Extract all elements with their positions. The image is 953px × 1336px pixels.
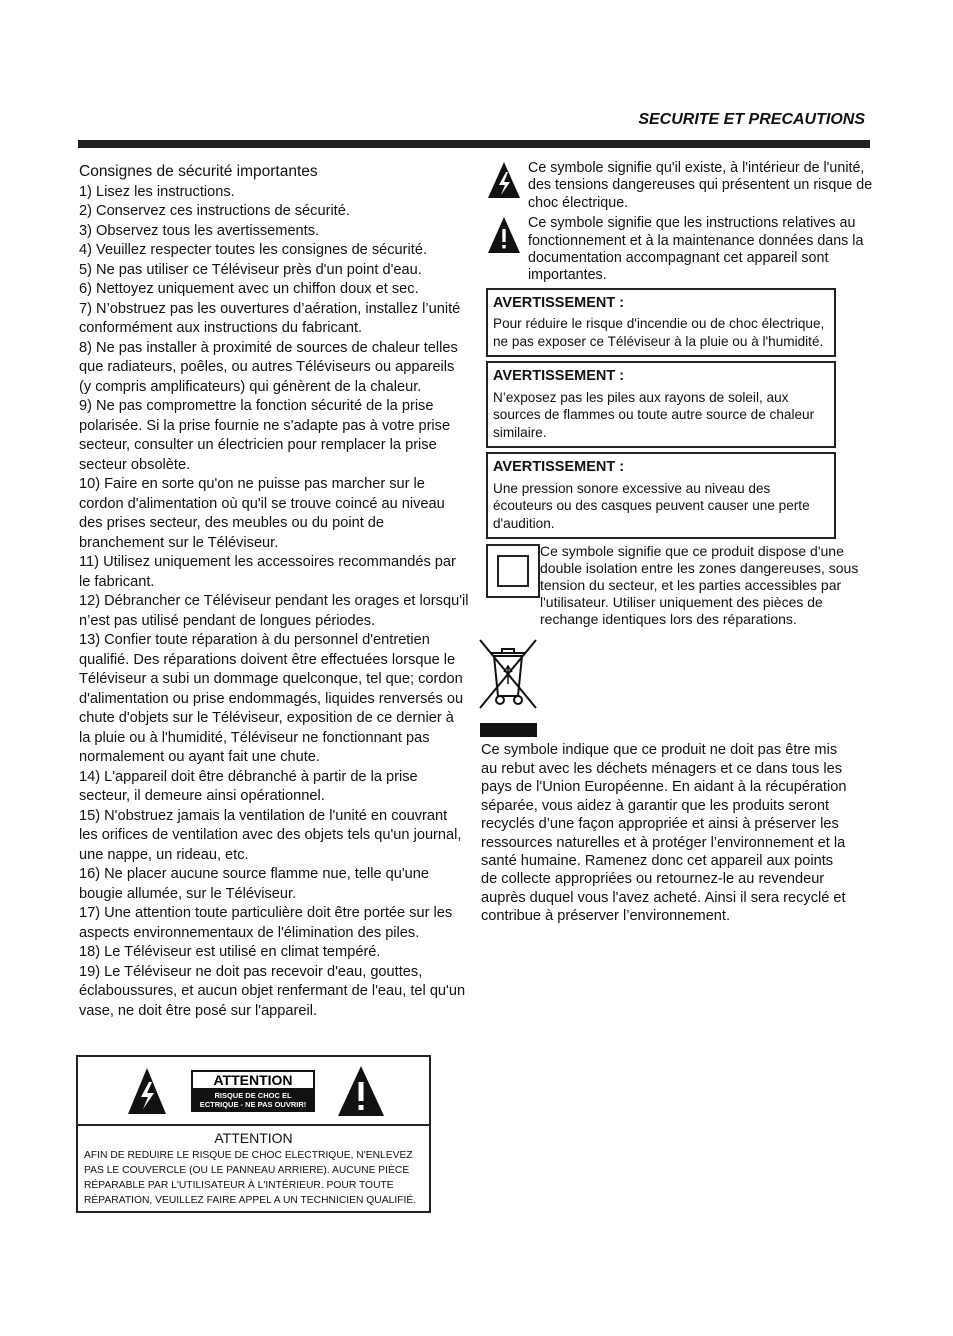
instruction-item: 13) Confier toute réparation à du personnel d'entretien qualifié. Des réparations doivent être effectuées lorsque le Téléviseur a subi un dommage quelconque, tel que; cordon d'alimentation ou prise endommagés, liquides renversés ou chute d'objets sur le Téléviseur, exposition de ce dernier à la pluie ou à l'humidité, Téléviseur ne fonctionnant pas normalement ou ayant fait une chute. [79,632,464,765]
instruction-item: 4) Veuillez respecter toutes les consignes de sécurité. [79,242,428,258]
warning-text: N’exposez pas les piles aux rayons de soleil, aux sources de flammes ou toute autre source de chaleur similaire. [493,389,815,440]
double-insulation-text: Ce symbole signifie que ce produit dispose d'une double isolation entre les zones dangereuses, sous tension du secteur, et les parties accessibles par l'utilisateur. Utiliser uniquement des pièces de rechange identiques lors des réparations. [540,543,859,628]
safety-heading: Consignes de sécurité importantes [79,163,318,180]
lightning-symbol-text: Ce symbole signifie qu'il existe, à l'intérieur de l'unité, des tensions dangereuses qui présentent un risque de choc électrique. [528,160,873,211]
warning-title: AVERTISSEMENT : [493,294,625,311]
instruction-item: 6) Nettoyez uniquement avec un chiffon doux et sec. [79,281,419,297]
warning-title: AVERTISSEMENT : [493,368,625,385]
double-insulation-row [486,543,876,628]
instruction-item: 15) N'obstruez jamais la ventilation de l'unité en couvrant les orifices de ventilation avec des objets tels qu'un journal, une nappe, un rideau, etc. [79,807,462,863]
instruction-item: 16) Ne placer aucune source flamme nue, telle qu'une bougie allumée, sur le Téléviseur. [79,866,430,902]
warning-box [486,361,836,448]
instruction-item: 7) N’obstruez pas les ouvertures d’aération, installez l’unité conformément aux instructions du fabricant. [79,300,461,336]
warning-title: AVERTISSEMENT : [493,459,625,476]
warning-box [486,288,836,357]
weee-bar [480,723,537,737]
warning-box [486,452,836,539]
instruction-item: 1) Lisez les instructions. [79,183,235,200]
warning-text: Pour réduire le risque d'incendie ou de choc électrique, ne pas exposer ce Téléviseur à la pluie ou à l'humidité. [493,316,825,349]
instruction-item: 10) Faire en sorte qu'on ne puisse pas marcher sur le cordon d'alimentation où qu'il se trouve coincé au niveau des prises secteur, des meubles ou du point de branchement sur le Téléviseur. [79,476,445,551]
weee-text: Ce symbole indique que ce produit ne doit pas être mis au rebut avec les déchets ménagers et ce dans tous les pays de l'Union Européenne. En aidant à la récupération séparée, vous aidez à garantir que les produits seront recyclés d’une façon appropriée et ainsi à préserver les ressources naturelles et à protéger l’environnement et la santé humaine. Ramenez donc cet appareil aux points de collecte appropriées ou retournez-le au revendeur auprès duquel vous l'avez acheté. Ainsi il sera recyclé et contribue à préserver l’environnement. [481,742,847,925]
attention-label-title: ATTENTION [193,1072,313,1088]
lightning-triangle-icon [126,1066,168,1116]
double-insulation-icon [486,544,540,598]
instruction-item: 11) Utilisez uniquement les accessoires recommandés par le fabricant. [79,554,456,590]
crossed-bin-icon [478,638,538,710]
attention-symbols [78,1057,429,1126]
lightning-triangle-icon [486,160,522,200]
instruction-item: 18) Le Téléviseur est utilisé en climat tempéré. [79,944,381,960]
instruction-item: 17) Une attention toute particulière doit être portée sur les aspects environnementaux de l'élimination des piles. [79,905,453,941]
safety-instructions [79,162,469,1021]
attention-label [191,1070,315,1112]
instruction-item: 8) Ne pas installer à proximité de sources de chaleur telles que radiateurs, poêles, ou autres Téléviseurs ou appareils (y compris amplificateurs) qui génèrent de la chaleur. [79,339,458,395]
instruction-item: 3) Observez tous les avertissements. [79,222,320,239]
warning-text: Une pression sonore excessive au niveau des écouteurs ou des casques peuvent causer une perte d'audition. [493,480,810,531]
instruction-item: 5) Ne pas utiliser ce Téléviseur près d'un point d'eau. [79,261,422,278]
attention-heading: ATTENTION [214,1130,293,1146]
symbols-column [481,160,876,926]
exclamation-triangle-icon [486,215,522,255]
instruction-item: 19) Le Téléviseur ne doit pas recevoir d'eau, gouttes, éclaboussures, et aucun objet renfermant de l'eau, tel qu'un vase, ne doit être posé sur l'appareil. [79,963,466,1019]
attention-label-line1: RISQUE DE CHOC EL [214,1091,292,1100]
exclamation-symbol-row [486,215,876,285]
weee-section [478,638,876,925]
page-title: SECURITE ET PRECAUTIONS [638,111,865,128]
instruction-item: 2) Conservez ces instructions de sécurité. [79,203,350,219]
attention-body [78,1126,429,1212]
instruction-item: 9) Ne pas compromettre la fonction sécurité de la prise polarisée. Si la prise fournie ne s'adapte pas à votre prise secteur, consulter un électricien pour remplacer la prise secteur obsolète. [79,398,451,473]
exclamation-triangle-icon [336,1064,386,1118]
instruction-item: 14) L'appareil doit être débranché à partir de la prise secteur, il demeure ainsi opérationnel. [79,768,418,804]
exclamation-symbol-text: Ce symbole signifie que les instructions relatives au fonctionnement et à la maintenance données dans la documentation accompagnant cet appareil sont importantes. [528,215,864,284]
lightning-symbol-row [486,160,876,212]
attention-text: AFIN DE REDUIRE LE RISQUE DE CHOC ELECTRIQUE, N'ENLEVEZ PAS LE COUVERCLE (OU LE PANNEAU ARRIERE). AUCUNE PIÈCE RÉPARABLE PAR L'UTILISATEUR À L'INTÉRIEUR. POUR TOUTE RÉPARATION, VEUILLEZ FAIRE APPEL A UN TECHNICIEN QUALIFIÉ. [84,1150,417,1206]
instruction-item: 12) Débrancher ce Téléviseur pendant les orages et lorsqu'il n’est pas utilisé pendant de longues périodes. [79,593,469,629]
attention-box [76,1055,431,1213]
header-rule [78,140,870,148]
attention-label-line2: ECTRIQUE - NE PAS OUVRIR! [199,1100,307,1109]
